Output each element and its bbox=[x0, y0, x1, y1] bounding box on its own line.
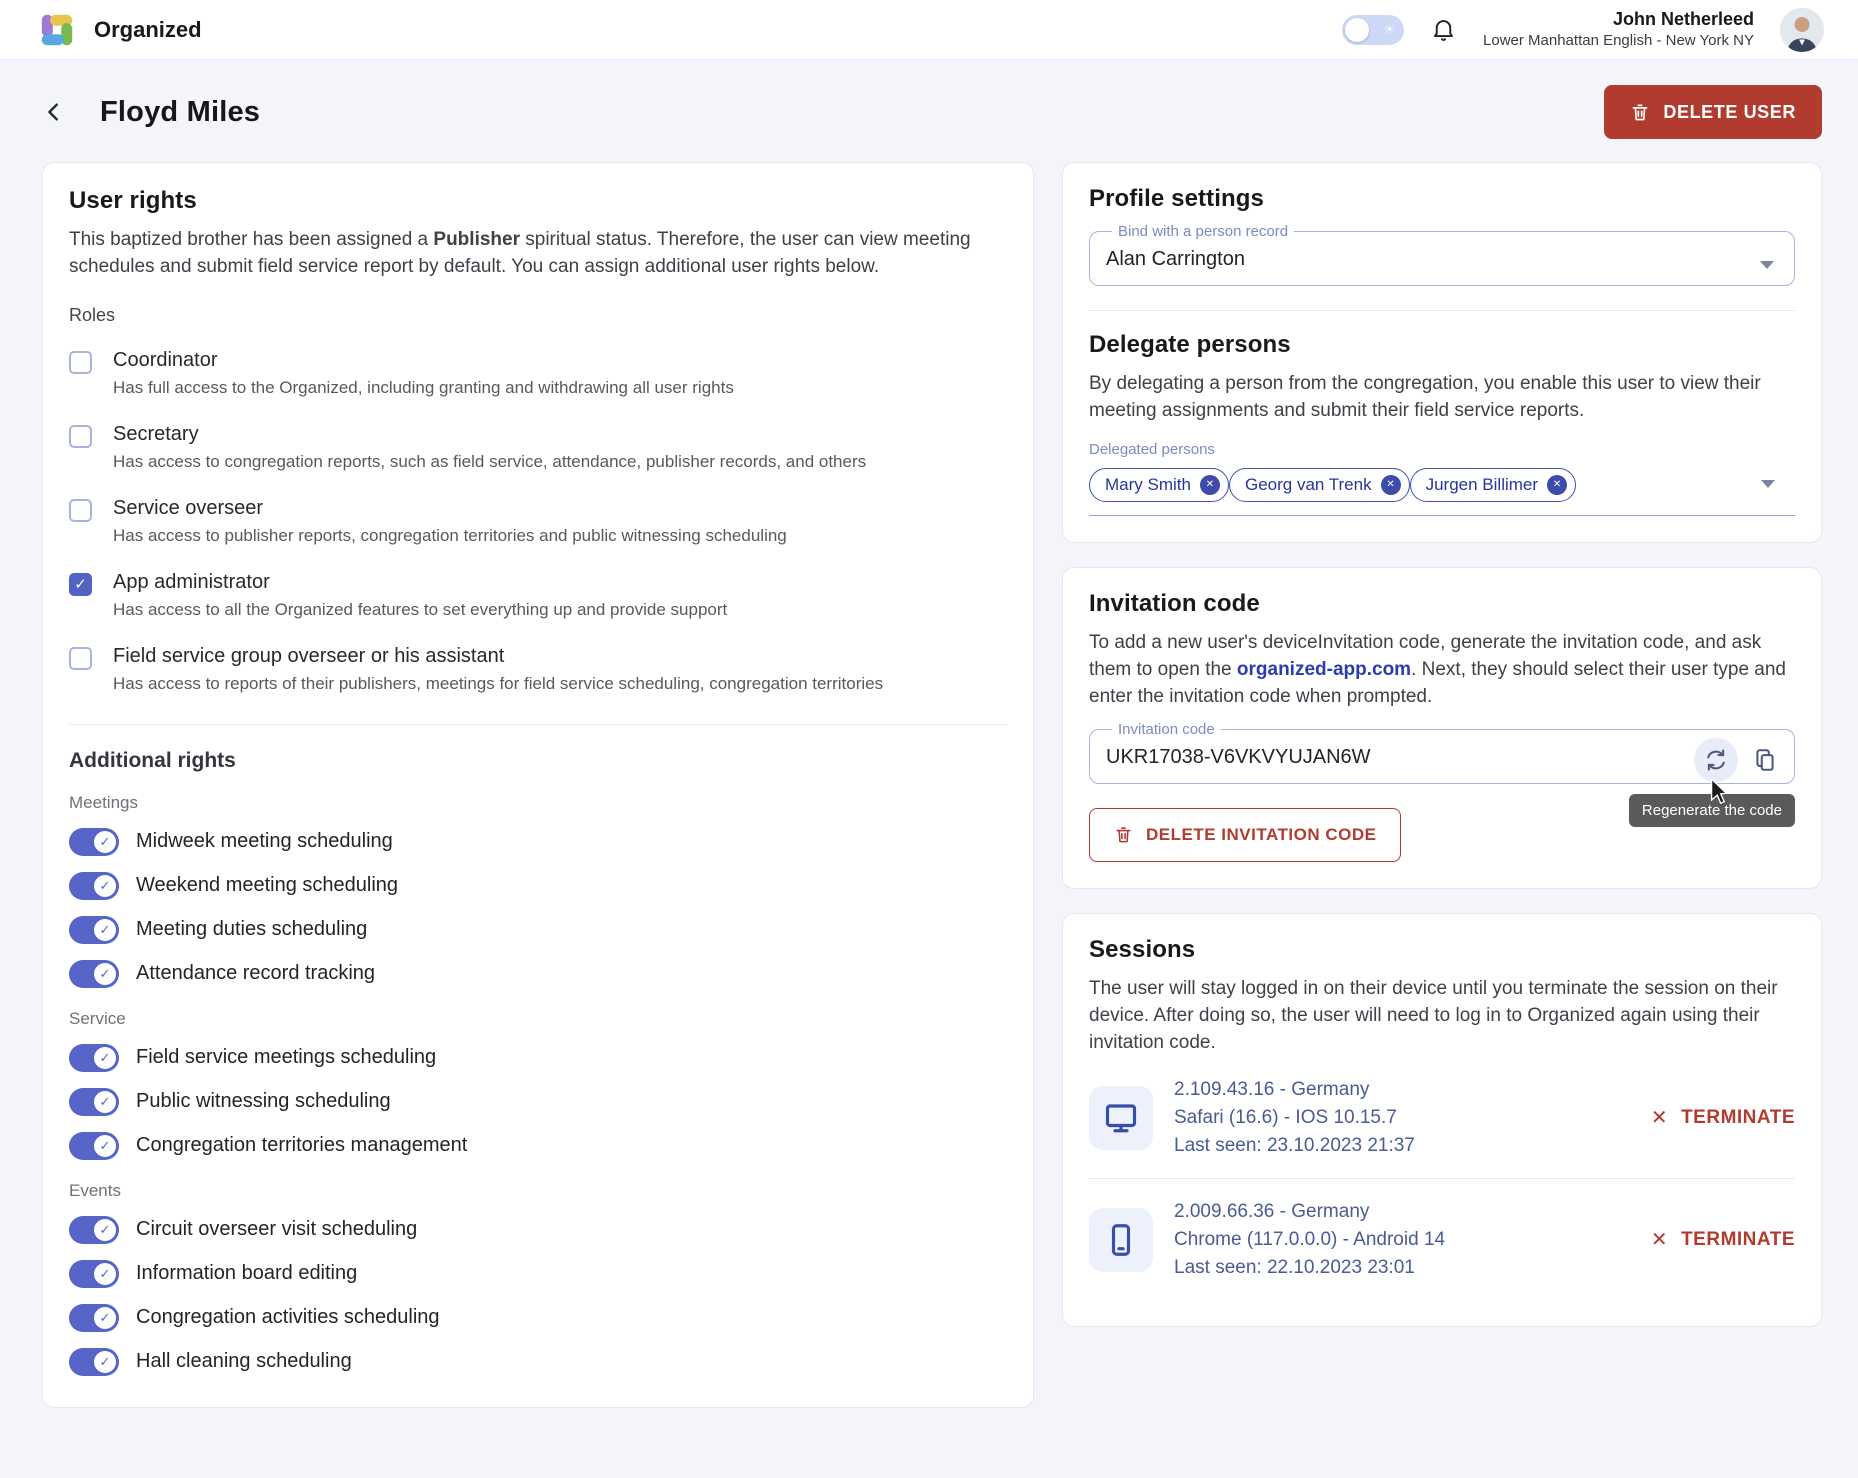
role-item bbox=[69, 495, 1007, 548]
check-icon: ✓ bbox=[94, 1135, 116, 1157]
terminate-session-button[interactable] bbox=[1651, 1107, 1795, 1129]
invitation-code-field-label: Invitation code bbox=[1118, 720, 1215, 738]
check-icon: ✓ bbox=[94, 831, 116, 853]
user-congregation: Lower Manhattan English - New York NY bbox=[1483, 32, 1754, 50]
trash-icon bbox=[1114, 825, 1133, 844]
right-toggle-row bbox=[69, 1259, 1007, 1289]
avatar[interactable] bbox=[1780, 8, 1824, 52]
user-name: John Netherleed bbox=[1612, 8, 1754, 29]
organized-app-link[interactable]: organized-app.com bbox=[1236, 658, 1412, 680]
role-checkbox[interactable]: ✓ bbox=[69, 573, 92, 596]
right-toggle-switch[interactable] bbox=[69, 1216, 119, 1244]
right-toggle-switch[interactable] bbox=[69, 1088, 119, 1116]
additional-rights-groups bbox=[69, 793, 1007, 1377]
delegate-persons-title: Delegate persons bbox=[1089, 331, 1291, 358]
sessions-card bbox=[1062, 913, 1822, 1327]
trash-icon bbox=[1630, 102, 1650, 122]
rights-group bbox=[69, 1181, 1007, 1377]
chip-remove-icon[interactable]: ✕ bbox=[1200, 475, 1220, 495]
role-checkbox[interactable] bbox=[69, 351, 92, 374]
right-toggle-label: Weekend meeting scheduling bbox=[136, 874, 399, 897]
copy-icon bbox=[1752, 747, 1778, 773]
profile-settings-title: Profile settings bbox=[1089, 185, 1264, 212]
mouse-cursor bbox=[1708, 779, 1730, 805]
right-toggle-label: Congregation activities scheduling bbox=[136, 1306, 440, 1329]
sessions-list bbox=[1089, 1057, 1795, 1300]
role-name: Secretary bbox=[113, 422, 199, 445]
divider bbox=[1089, 310, 1795, 311]
notifications-bell-icon[interactable] bbox=[1430, 16, 1457, 43]
rights-group-label: Meetings bbox=[69, 792, 138, 812]
theme-toggle-knob bbox=[1345, 18, 1369, 42]
right-toggle-label: Meeting duties scheduling bbox=[136, 918, 368, 941]
spiritual-status: Publisher bbox=[433, 229, 520, 250]
delete-invitation-code-label: DELETE INVITATION CODE bbox=[1146, 824, 1377, 844]
check-icon: ✓ bbox=[94, 1047, 116, 1069]
check-icon: ✓ bbox=[94, 1219, 116, 1241]
copy-code-button[interactable] bbox=[1750, 745, 1780, 775]
delegate-persons-text: By delegating a person from the congregation, you enable this user to view their meeting assignments and submit their field service reports. bbox=[1089, 373, 1761, 421]
session-ip: 2.009.66.36 - Germany bbox=[1174, 1200, 1370, 1222]
rights-group-label: Events bbox=[69, 1180, 121, 1200]
smartphone-icon bbox=[1103, 1222, 1139, 1258]
theme-toggle[interactable] bbox=[1342, 15, 1404, 45]
roles-list bbox=[69, 347, 1007, 696]
right-toggle-row bbox=[69, 1215, 1007, 1245]
session-agent: Safari (16.6) - IOS 10.15.7 bbox=[1174, 1107, 1397, 1129]
role-item bbox=[69, 421, 1007, 474]
regenerate-code-button[interactable] bbox=[1694, 738, 1738, 782]
right-toggle-row bbox=[69, 1087, 1007, 1117]
check-icon: ✓ bbox=[94, 963, 116, 985]
user-rights-title: User rights bbox=[69, 187, 197, 214]
role-description: Has access to all the Organized features to set everything up and provide support bbox=[113, 599, 728, 619]
chip-label: Jurgen Billimer bbox=[1425, 474, 1539, 494]
regenerate-tooltip: Regenerate the code bbox=[1629, 794, 1795, 827]
right-toggle-switch[interactable] bbox=[69, 1132, 119, 1160]
delegated-person-chip[interactable] bbox=[1410, 468, 1576, 502]
terminate-label: TERMINATE bbox=[1681, 1107, 1795, 1129]
right-column bbox=[1062, 162, 1822, 1327]
right-toggle-switch[interactable] bbox=[69, 916, 119, 944]
right-toggle-label: Public witnessing scheduling bbox=[136, 1090, 391, 1113]
session-last-seen: Last seen: 23.10.2023 21:37 bbox=[1174, 1135, 1415, 1157]
right-toggle-switch[interactable] bbox=[69, 1348, 119, 1376]
x-icon: ✕ bbox=[1650, 1107, 1669, 1130]
role-checkbox[interactable] bbox=[69, 425, 92, 448]
device-badge bbox=[1089, 1086, 1153, 1150]
right-toggle-row bbox=[69, 1303, 1007, 1333]
session-row bbox=[1089, 1179, 1795, 1300]
session-row bbox=[1089, 1057, 1795, 1178]
refresh-icon bbox=[1703, 747, 1729, 773]
check-icon: ✓ bbox=[94, 875, 116, 897]
additional-rights-label: Additional rights bbox=[69, 748, 236, 772]
invitation-code-card bbox=[1062, 567, 1822, 889]
delegated-persons-label: Delegated persons bbox=[1089, 440, 1215, 458]
role-item bbox=[69, 643, 1007, 696]
terminate-label: TERMINATE bbox=[1681, 1229, 1795, 1251]
bind-person-select[interactable] bbox=[1089, 223, 1795, 286]
delegated-person-chip[interactable] bbox=[1089, 468, 1229, 502]
chip-label: Mary Smith bbox=[1105, 474, 1191, 494]
role-checkbox[interactable] bbox=[69, 499, 92, 522]
right-toggle-row bbox=[69, 1131, 1007, 1161]
chevron-down-icon[interactable] bbox=[1761, 480, 1775, 488]
bind-person-value: Alan Carrington bbox=[1106, 248, 1245, 270]
right-toggle-switch[interactable] bbox=[69, 828, 119, 856]
check-icon: ✓ bbox=[94, 1307, 116, 1329]
terminate-session-button[interactable] bbox=[1651, 1229, 1795, 1251]
chip-label: Georg van Trenk bbox=[1244, 474, 1372, 494]
invitation-code-value: UKR17038-V6VKVYUJAN6W bbox=[1106, 745, 1371, 768]
chip-remove-icon[interactable]: ✕ bbox=[1381, 475, 1401, 495]
delete-user-label: DELETE USER bbox=[1663, 101, 1796, 122]
right-toggle-row bbox=[69, 827, 1007, 857]
roles-label: Roles bbox=[69, 304, 116, 325]
delete-invitation-code-button[interactable] bbox=[1089, 808, 1401, 862]
role-name: App administrator bbox=[113, 570, 270, 593]
check-icon: ✓ bbox=[94, 1351, 116, 1373]
rights-group bbox=[69, 1009, 1007, 1161]
app-logo-icon bbox=[36, 9, 78, 51]
role-name: Coordinator bbox=[113, 348, 218, 371]
page-title-row bbox=[40, 85, 1822, 139]
delegated-person-chip[interactable] bbox=[1229, 468, 1410, 502]
delete-user-button[interactable] bbox=[1604, 85, 1822, 139]
sessions-title: Sessions bbox=[1089, 935, 1196, 963]
app-header bbox=[0, 0, 1858, 60]
bind-person-label: Bind with a person record bbox=[1118, 223, 1289, 240]
user-rights-card bbox=[42, 162, 1034, 1408]
back-button[interactable] bbox=[40, 98, 68, 126]
chip-remove-icon[interactable]: ✕ bbox=[1547, 475, 1567, 495]
rights-group bbox=[69, 793, 1007, 989]
user-rights-intro: This baptized brother has been assigned a Publisher spiritual status. Therefore, the user can view meeting schedules and submit field service report by default. You can assign additional user rights below. bbox=[69, 229, 971, 277]
right-toggle-label: Midweek meeting scheduling bbox=[136, 830, 393, 853]
x-icon: ✕ bbox=[1650, 1229, 1669, 1252]
role-name: Service overseer bbox=[113, 496, 264, 519]
right-toggle-label: Field service meetings scheduling bbox=[136, 1046, 437, 1069]
rights-group-label: Service bbox=[69, 1008, 126, 1028]
invitation-code-text: To add a new user's deviceInvitation code, generate the invitation code, and ask them to open the organized-app.com. Next, they should select their user type and enter the invitation code when prompted. bbox=[1089, 631, 1787, 707]
check-icon: ✓ bbox=[94, 1091, 116, 1113]
right-toggle-row bbox=[69, 1043, 1007, 1073]
page-title: Floyd Miles bbox=[100, 95, 261, 128]
right-toggle-label: Hall cleaning scheduling bbox=[136, 1350, 352, 1373]
right-toggle-switch[interactable] bbox=[69, 1044, 119, 1072]
role-checkbox[interactable] bbox=[69, 647, 92, 670]
chevron-down-icon[interactable] bbox=[1760, 261, 1774, 269]
role-item bbox=[69, 347, 1007, 400]
user-block[interactable] bbox=[1483, 8, 1754, 51]
right-toggle-label: Circuit overseer visit scheduling bbox=[136, 1218, 418, 1241]
right-toggle-row bbox=[69, 959, 1007, 989]
role-item bbox=[69, 569, 1007, 622]
desktop-icon bbox=[1103, 1100, 1139, 1136]
right-toggle-row bbox=[69, 1347, 1007, 1377]
right-toggle-switch[interactable] bbox=[69, 960, 119, 988]
divider bbox=[69, 724, 1007, 725]
right-toggle-switch[interactable] bbox=[69, 1304, 119, 1332]
right-toggle-row bbox=[69, 871, 1007, 901]
sessions-text: The user will stay logged in on their device until you terminate the session on their device. After doing so, the user will need to log in to Organized again using their invitation code. bbox=[1089, 977, 1778, 1053]
role-description: Has access to congregation reports, such as field service, attendance, publisher records, and others bbox=[113, 451, 867, 471]
role-description: Has full access to the Organized, including granting and withdrawing all user rights bbox=[113, 377, 734, 397]
content bbox=[0, 162, 1858, 1428]
delegated-persons-field[interactable] bbox=[1089, 468, 1795, 516]
right-toggle-switch[interactable] bbox=[69, 1260, 119, 1288]
session-ip: 2.109.43.16 - Germany bbox=[1174, 1078, 1370, 1100]
check-icon: ✓ bbox=[94, 1263, 116, 1285]
role-name: Field service group overseer or his assistant bbox=[113, 644, 505, 667]
device-badge bbox=[1089, 1208, 1153, 1272]
right-toggle-switch[interactable] bbox=[69, 872, 119, 900]
right-toggle-row bbox=[69, 915, 1007, 945]
invitation-code-field[interactable] bbox=[1089, 721, 1795, 784]
check-icon: ✓ bbox=[94, 919, 116, 941]
right-toggle-label: Congregation territories management bbox=[136, 1134, 468, 1157]
role-description: Has access to publisher reports, congregation territories and public witnessing scheduling bbox=[113, 525, 787, 545]
right-toggle-label: Information board editing bbox=[136, 1262, 358, 1285]
session-last-seen: Last seen: 22.10.2023 23:01 bbox=[1174, 1257, 1415, 1279]
invitation-code-title: Invitation code bbox=[1089, 589, 1260, 617]
app-title: Organized bbox=[94, 16, 202, 42]
session-agent: Chrome (117.0.0.0) - Android 14 bbox=[1174, 1229, 1446, 1250]
right-toggle-label: Attendance record tracking bbox=[136, 962, 376, 985]
role-description: Has access to reports of their publishers, meetings for field service scheduling, congregation territories bbox=[113, 673, 884, 693]
sun-icon: ☀ bbox=[1382, 21, 1397, 38]
profile-settings-card bbox=[1062, 162, 1822, 543]
